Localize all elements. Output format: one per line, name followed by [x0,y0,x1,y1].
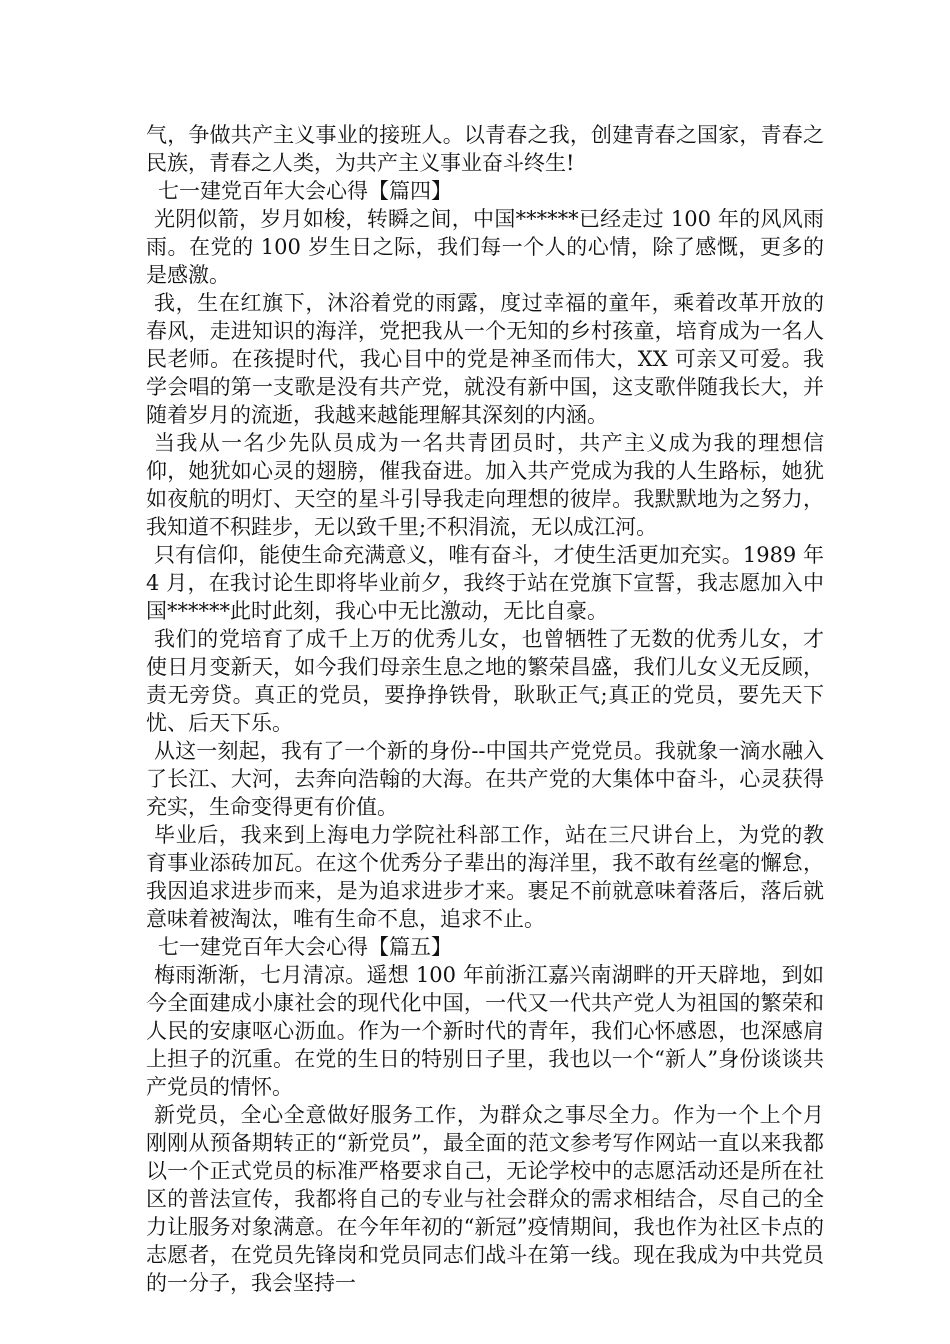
paragraph: 梅雨渐渐，七月清凉。遥想 100 年前浙江嘉兴南湖畔的开天辟地，到如今全面建成小康社会的现代化中国，一代又一代共产党人为祖国的繁荣和人民的安康呕心沥血。作为一个新时代的青年，我们心怀感恩，也深感肩上担子的沉重。在党的生日的特别日子里，我也以一个“新人”身份谈谈共产党员的情怀。 [146,963,824,1099]
paragraph: 气，争做共产主义事业的接班人。以青春之我，创建青春之国家，青春之民族，青春之人类，为共产主义事业奋斗终生! [146,123,824,175]
paragraph: 新党员，全心全意做好服务工作，为群众之事尽全力。作为一个上个月刚刚从预备期转正的“新党员”，最全面的范文参考写作网站一直以来我都以一个正式党员的标准严格要求自己，无论学校中的志愿活动还是所在社区的普法宣传，我都将自己的专业与社会群众的需求相结合，尽自己的全力让服务对象满意。在今年年初的“新冠”疫情期间，我也作为社区卡点的志愿者，在党员先锋岗和党员同志们战斗在第一线。现在我成为中共党员的一分子，我会坚持一 [146,1103,824,1295]
paragraph: 我，生在红旗下，沐浴着党的雨露，度过幸福的童年，乘着改革开放的春风，走进知识的海洋，党把我从一个无知的乡村孩童，培育成为一名人民老师。在孩提时代，我心目中的党是神圣而伟大，XX 可亲又可爱。我学会唱的第一支歌是没有共产党，就没有新中国，这支歌伴随我长大，并随着岁月的流逝，我越来越能理解其深刻的内涵。 [146,291,824,427]
section-heading: 七一建党百年大会心得【篇四】 [158,179,452,203]
paragraph: 从这一刻起，我有了一个新的身份--中国共产党党员。我就象一滴水融入了长江、大河，去奔向浩翰的大海。在共产党的大集体中奋斗，心灵获得充实，生命变得更有价值。 [146,739,824,819]
paragraph: 光阴似箭，岁月如梭，转瞬之间，中国******已经走过 100 年的风风雨雨。在党的 100 岁生日之际，我们每一个人的心情，除了感慨，更多的是感激。 [146,207,824,287]
document-body [146,121,824,1297]
paragraph: 当我从一名少先队员成为一名共青团员时，共产主义成为我的理想信仰，她犹如心灵的翅膀，催我奋进。加入共产党成为我的人生路标，她犹如夜航的明灯、天空的星斗引导我走向理想的彼岸。我默默地为之努力，我知道不积跬步，无以致千里;不积涓流，无以成江河。 [146,431,824,539]
paragraph: 只有信仰，能使生命充满意义，唯有奋斗，才使生活更加充实。1989 年 4 月，在我讨论生即将毕业前夕，我终于站在党旗下宣誓，我志愿加入中国******此时此刻，我心中无比激动，无比自豪。 [146,543,824,623]
paragraph: 毕业后，我来到上海电力学院社科部工作，站在三尺讲台上，为党的教育事业添砖加瓦。在这个优秀分子辈出的海洋里，我不敢有丝毫的懈怠，我因追求进步而来，是为追求进步才来。裹足不前就意味着落后，落后就意味着被淘汰，唯有生命不息，追求不止。 [146,823,824,931]
paragraph: 我们的党培育了成千上万的优秀儿女，也曾牺牲了无数的优秀儿女，才使日月变新天，如今我们母亲生息之地的繁荣昌盛，我们儿女义无反顾，责无旁贷。真正的党员，要挣挣铁骨，耿耿正气;真正的党员，要先天下忧、后天下乐。 [146,627,824,735]
section-heading: 七一建党百年大会心得【篇五】 [158,935,452,959]
